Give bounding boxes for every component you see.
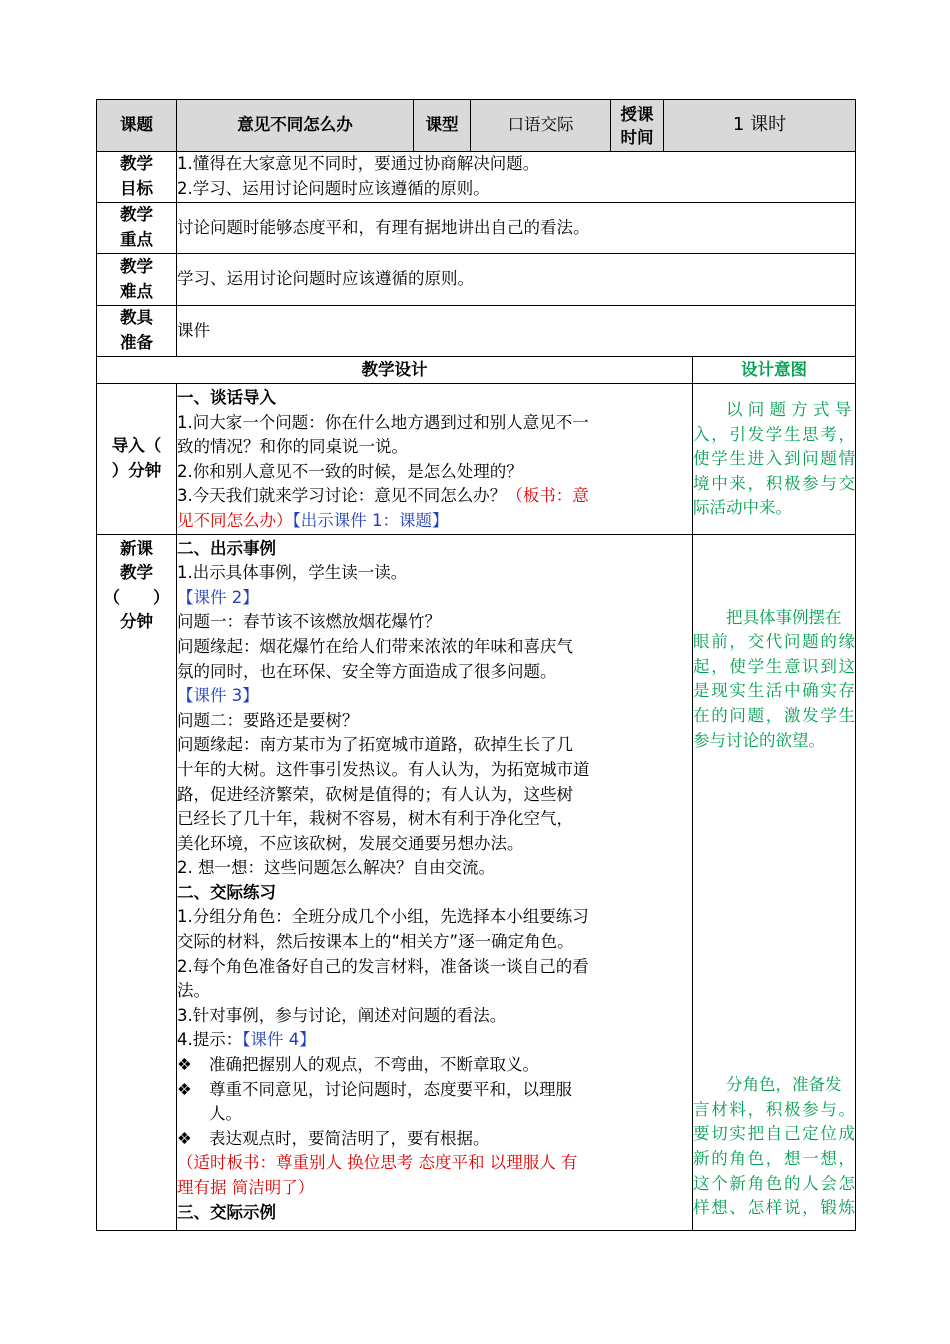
design-header-row <box>97 357 856 384</box>
tools-label: 教具 准备 <box>97 306 177 357</box>
new-lesson-label: 新课 教学 （ ） 分钟 <box>97 534 177 1230</box>
tools-row <box>97 306 856 357</box>
courseware-tag: 【课件 2】 <box>177 587 259 607</box>
goals-label: 教学 目标 <box>97 152 177 203</box>
intro-row <box>97 384 856 535</box>
diamond-bullet-icon: ❖ <box>177 1079 192 1099</box>
design-header: 教学设计 <box>97 357 693 384</box>
tip-item: ❖ 表达观点时，要简洁明了，要有根据。 <box>177 1127 692 1152</box>
time-label: 授课 时间 <box>611 100 664 152</box>
key-content: 讨论问题时能够态度平和，有理有据地讲出自己的看法。 <box>177 203 856 254</box>
difficulty-label: 教学 难点 <box>97 254 177 306</box>
intro-content: 一、谈话导入 1.问大家一个问题：你在什么地方遇到过和别人意见不一 致的情况？和你的同桌说一说。 2.你和别人意见不一致的时候，是怎么处理的？ 3.今天我们就来学习讨论：意见不同怎么办？（板书：意 见不同怎么办）【出示课件 1：课题】 <box>177 384 693 535</box>
intro-label: 导入（ ）分钟 <box>97 384 177 535</box>
diamond-bullet-icon: ❖ <box>177 1128 192 1148</box>
topic-label: 课题 <box>97 100 177 152</box>
intro-heading: 一、谈话导入 <box>177 388 276 407</box>
goals-row <box>97 152 856 203</box>
section-heading: 三、交际示例 <box>177 1202 276 1222</box>
type-value: 口语交际 <box>471 100 611 152</box>
lesson-plan-table <box>96 99 856 1231</box>
new-lesson-content: 二、出示事例 1.出示具体事例，学生读一读。 【课件 2】 问题一：春节该不该燃放烟花爆竹？ 问题缘起：烟花爆竹在给人们带来浓浓的年味和喜庆气 氛的同时，也在环保、安全等方面造成了很多问题。 【课件 3】 问题二：要路还是要树？ 问题缘起：南方某市为了拓宽城市道路，砍掉生长了几 十年的大树。这件事引发热议。有人认为，为拓宽城市道 路，促进经济繁荣，砍树是值得的；有人认为，这些树 已经长了几十年，栽树不容易，树木有利于净化空气， 美化环境，不应该砍树，发展交通要另想办法。 2. 想一想：这些问题怎么解决？自由交流。 二、交际练习 1.分组分角色：全班分成几个小组，先选择本小组要练习 交际的材料，然后按课本上的“相关方”逐一确定角色。 2.每个角色准备好自己的发言材料，准备谈一谈自己的看 法。 3.针对事例，参与讨论，阐述对问题的看法。 4.提示：【课件 4】 ❖ 准确把握别人的观点，不弯曲，不断章取义。 ❖ 尊重不同意见，讨论问题时，态度要平和，以理服 人。 ❖ 表达观点时，要简洁明了，要有根据。 （适时板书：尊重别人 换位思考 态度平和 以理服人 有 理有据 简洁明了） 三、交际示例 <box>177 534 693 1230</box>
board-note: （适时板书：尊重别人 换位思考 态度平和 以理服人 有 <box>177 1153 578 1173</box>
new-lesson-row <box>97 534 856 1230</box>
time-value: 1 课时 <box>664 100 856 152</box>
section-heading: 二、出示事例 <box>177 538 276 558</box>
section-heading: 二、交际练习 <box>177 882 276 902</box>
tip-item: ❖ 尊重不同意见，讨论问题时，态度要平和，以理服 人。 <box>177 1078 692 1127</box>
intent-header: 设计意图 <box>693 357 856 384</box>
difficulty-content: 学习、运用讨论问题时应该遵循的原则。 <box>177 254 856 306</box>
diamond-bullet-icon: ❖ <box>177 1055 192 1075</box>
tools-content: 课件 <box>177 306 856 357</box>
goals-content: 1.懂得在大家意见不同时，要通过协商解决问题。 2.学习、运用讨论问题时应该遵循的原则。 <box>177 152 856 203</box>
key-row <box>97 203 856 254</box>
difficulty-row <box>97 254 856 306</box>
header-row <box>97 100 856 152</box>
tip-item: ❖ 准确把握别人的观点，不弯曲，不断章取义。 <box>177 1053 692 1078</box>
courseware-tag: 【课件 3】 <box>177 686 259 706</box>
key-label: 教学 重点 <box>97 203 177 254</box>
new-lesson-intent: 把具体事例摆在 眼前，交代问题的缘 起，使学生意识到这 是现实生活中确实存 在的问题，激发学生 参与讨论的欲望。 分角色，准备发 言材料，积极参与。 要切实把自己定位成 新的角色，想一想， 这个新角色的人会怎 样想、怎样说，锻炼 <box>693 534 856 1230</box>
topic-value: 意见不同怎么办 <box>177 100 414 152</box>
intro-intent: 以 问 题 方 式 导 入，引发学生思考， 使学生进入到问题情 境中来，积极参与交 际活动中来。 <box>693 384 856 535</box>
type-label: 课型 <box>414 100 471 152</box>
